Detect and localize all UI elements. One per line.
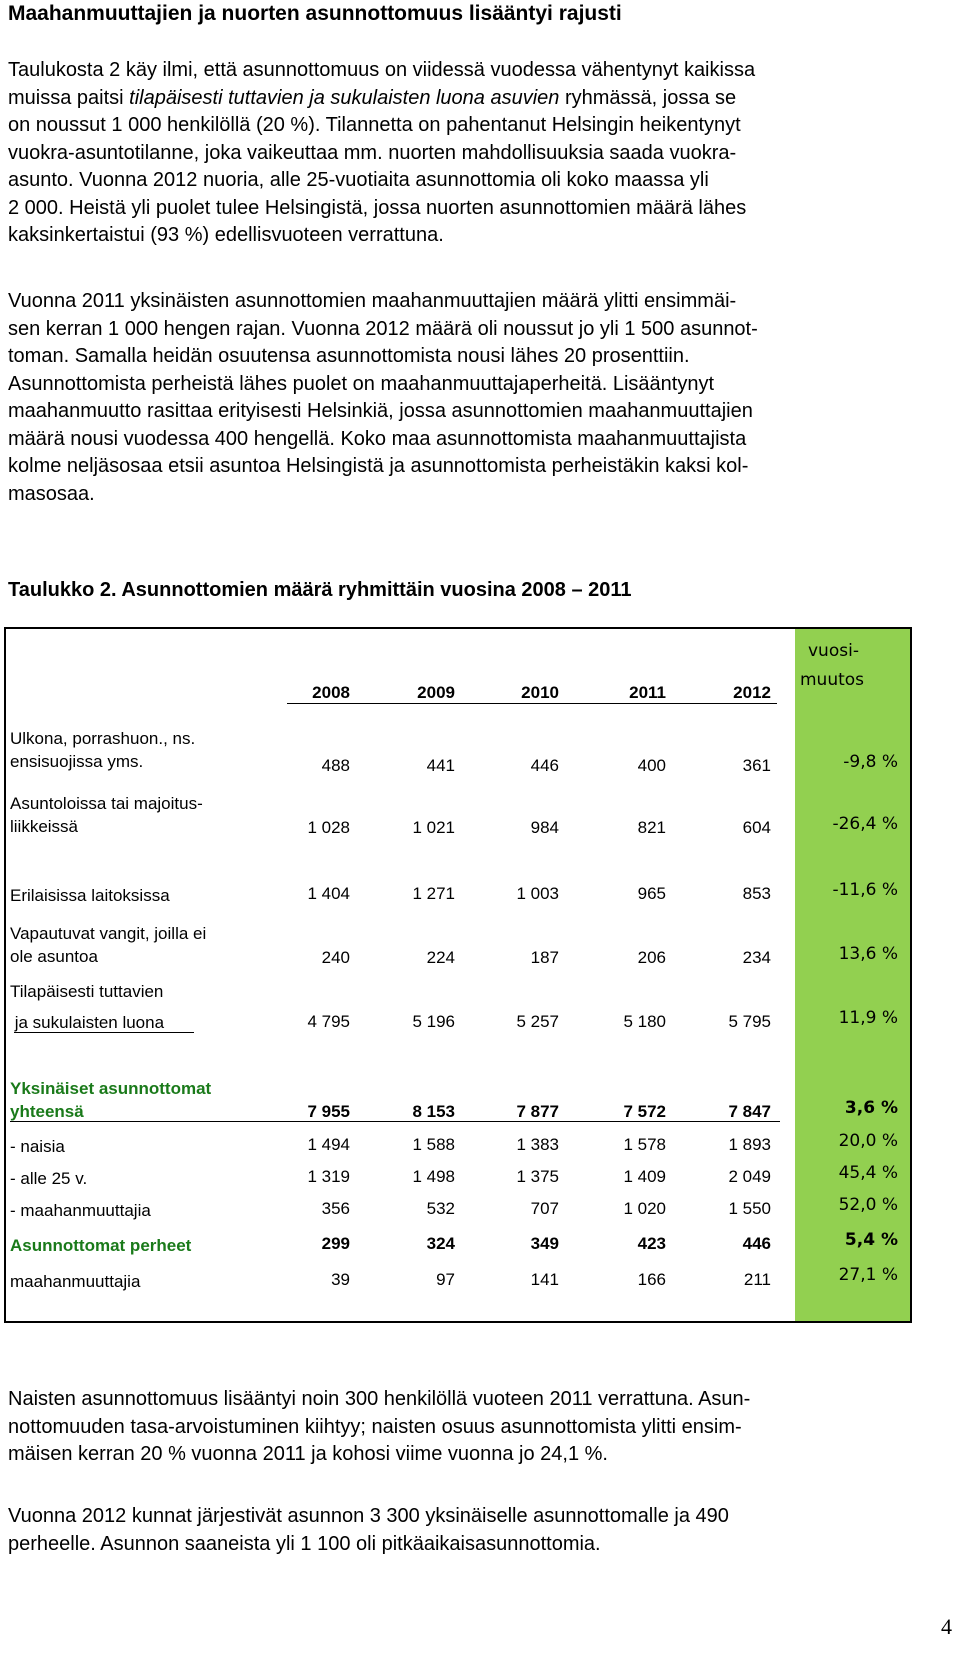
- paragraph-1: [8, 57, 948, 250]
- cell: 356: [321, 1199, 350, 1218]
- cell: 446: [742, 1234, 771, 1253]
- cell: 299: [321, 1234, 350, 1253]
- cell: 8 153: [412, 1102, 455, 1121]
- cell: 1 319: [307, 1167, 350, 1186]
- row-label: - naisia: [10, 1137, 65, 1156]
- row-label: Asunnottomat perheet: [10, 1236, 192, 1255]
- change-cell: 27,1 %: [838, 1265, 898, 1285]
- change-cell: -9,8 %: [843, 752, 898, 772]
- row-label: Yksinäiset asunnottomat yhteensä: [10, 1079, 212, 1121]
- change-header: muutos: [800, 670, 865, 690]
- paragraph-line: Vuonna 2012 kunnat järjestivät asunnon 3 300 yksinäiselle asunnottomalle ja 490: [8, 1505, 729, 1527]
- paragraph-line: Naisten asunnottomuus lisääntyi noin 300 henkilöllä vuoteen 2011 verrattuna. Asun-: [8, 1388, 751, 1410]
- cell: 4 795: [307, 1012, 350, 1031]
- cell: 707: [530, 1199, 559, 1218]
- cell: 604: [742, 818, 771, 837]
- cell: 211: [743, 1270, 771, 1289]
- cell: 1 494: [307, 1135, 350, 1154]
- change-cell: -11,6 %: [832, 880, 898, 900]
- row-label: Erilaisissa laitoksissa: [10, 886, 170, 905]
- cell: 349: [530, 1234, 559, 1253]
- cell: 441: [426, 756, 455, 775]
- cell: 1 375: [516, 1167, 559, 1186]
- paragraph-line: maahanmuutto rasittaa erityisesti Helsinkiä, jossa asunnottomien maahanmuuttajien: [8, 400, 753, 422]
- row-label: maahanmuuttajia: [10, 1272, 141, 1291]
- cell: 7 877: [516, 1102, 559, 1121]
- row-label: - alle 25 v.: [10, 1169, 88, 1188]
- paragraph-line: Vuonna 2011 yksinäisten asunnottomien maahanmuuttajien määrä ylitti ensimmäi-: [8, 290, 737, 312]
- cell: 1 578: [623, 1135, 666, 1154]
- paragraph-line: on noussut 1 000 henkilöllä (20 %). Tilannetta on pahentanut Helsingin heikentynyt: [8, 114, 741, 136]
- cell: 821: [637, 818, 666, 837]
- cell: 187: [530, 948, 559, 967]
- paragraph-4: [8, 1503, 948, 1558]
- paragraph-line: masosaa.: [8, 482, 95, 505]
- page-number: 4: [941, 1614, 952, 1639]
- cell: 1 383: [516, 1135, 559, 1154]
- paragraph-line: 2 000. Heistä yli puolet tulee Helsingistä, jossa nuorten asunnottomien määrä lähes: [8, 196, 747, 219]
- cell: 1 271: [412, 884, 455, 903]
- page-heading: Maahanmuuttajien ja nuorten asunnottomuus lisääntyi rajusti: [8, 2, 622, 25]
- cell: 206: [637, 948, 666, 967]
- year-header: 2008: [312, 683, 350, 702]
- cell: 1 021: [412, 818, 455, 837]
- paragraph-3: [8, 1386, 948, 1469]
- paragraph-line: vuokra-asuntotilanne, joka vaikeuttaa mm. nuorten mahdollisuuksia saada vuokra-: [8, 141, 737, 164]
- cell: 324: [426, 1234, 455, 1253]
- paragraph-line: perheelle. Asunnon saaneista yli 1 100 oli pitkäaikaisasunnottomia.: [8, 1532, 601, 1555]
- paragraph-line: toman. Samalla heidän osuutensa asunnottomista nousi lähes 20 prosenttiin.: [8, 345, 690, 367]
- paragraph-line: Taulukosta 2 käy ilmi, että asunnottomuus on viidessä vuodessa vähentynyt kaikissa: [8, 59, 756, 81]
- cell: 5 257: [516, 1012, 559, 1031]
- change-cell: 52,0 %: [838, 1195, 898, 1215]
- total-underline: [10, 1121, 780, 1122]
- cell: 488: [321, 756, 350, 775]
- cell: 1 550: [728, 1199, 771, 1218]
- cell: 234: [742, 948, 771, 967]
- row-label: Tilapäisesti tuttavien ja sukulaisten luona: [10, 982, 165, 1032]
- change-column-highlight: [795, 627, 912, 1323]
- cell: 97: [436, 1270, 455, 1289]
- paragraph-line: Asunnottomista perheistä lähes puolet on maahanmuuttajaperheitä. Lisääntynyt: [8, 372, 715, 395]
- paragraph-line: mäisen kerran 20 % vuonna 2011 ja kohosi viime vuonna jo 24,1 %.: [8, 1443, 608, 1465]
- year-header: 2011: [629, 683, 666, 702]
- change-header: vuosi-: [808, 641, 859, 661]
- row-label: Asuntoloissa tai majoitus- liikkeissä: [10, 794, 203, 836]
- paragraph-line: asunto. Vuonna 2012 nuoria, alle 25-vuotiaita asunnottomia oli koko maassa yli: [8, 169, 709, 191]
- cell: 853: [742, 884, 771, 903]
- cell: 2 049: [728, 1167, 771, 1186]
- change-cell: 11,9 %: [838, 1008, 898, 1028]
- cell: 7 572: [623, 1102, 666, 1121]
- cell: 1 588: [412, 1135, 455, 1154]
- row-label: - maahanmuuttajia: [10, 1201, 151, 1220]
- year-header: 2012: [733, 683, 771, 702]
- row-label: Ulkona, porrashuon., ns. ensisuojissa yms.: [10, 729, 196, 771]
- cell: 240: [321, 948, 350, 967]
- row-underline: [14, 1032, 194, 1033]
- cell: 1 893: [728, 1135, 771, 1154]
- cell: 965: [637, 884, 666, 903]
- cell: 166: [637, 1270, 666, 1289]
- change-cell: 13,6 %: [838, 944, 898, 964]
- paragraph-line: sen kerran 1 000 hengen rajan. Vuonna 2012 määrä oli noussut jo yli 1 500 asunnot-: [8, 317, 758, 340]
- cell: 7 847: [728, 1102, 771, 1121]
- cell: 1 409: [623, 1167, 666, 1186]
- row-label: Vapautuvat vangit, joilla ei ole asuntoa: [10, 924, 207, 966]
- cell: 7 955: [307, 1102, 350, 1121]
- change-cell: 45,4 %: [838, 1163, 898, 1183]
- cell: 984: [530, 818, 559, 837]
- cell: 1 020: [623, 1199, 666, 1218]
- year-header: 2009: [417, 683, 455, 702]
- cell: 423: [637, 1234, 666, 1253]
- change-cell: 5,4 %: [844, 1230, 898, 1250]
- cell: 5 196: [412, 1012, 455, 1031]
- paragraph-2: [8, 288, 948, 508]
- change-cell: -26,4 %: [832, 814, 898, 834]
- paragraph-line: nottomuuden tasa-arvoistuminen kiihtyy; naisten osuus asunnottomista ylitti ensim-: [8, 1415, 742, 1438]
- year-header: 2010: [521, 683, 559, 702]
- cell: 39: [331, 1270, 350, 1289]
- cell: 5 180: [623, 1012, 666, 1031]
- cell: 224: [426, 948, 455, 967]
- paragraph-line: kaksinkertaistui (93 %) edellisvuoteen verrattuna.: [8, 224, 444, 246]
- change-cell: 3,6 %: [844, 1098, 898, 1118]
- cell: 1 028: [307, 818, 350, 837]
- cell: 400: [637, 756, 666, 775]
- cell: 361: [742, 756, 771, 775]
- cell: 1 498: [412, 1167, 455, 1186]
- cell: 446: [530, 756, 559, 775]
- cell: 141: [530, 1270, 559, 1289]
- paragraph-line: muissa paitsi tilapäisesti tuttavien ja sukulaisten luona asuvien ryhmässä, jossa se: [8, 86, 737, 109]
- cell: 1 003: [516, 884, 559, 903]
- paragraph-line: määrä nousi vuodessa 400 hengellä. Koko maa asunnottomista maahanmuuttajista: [8, 427, 747, 450]
- change-cell: 20,0 %: [838, 1131, 898, 1151]
- header-underline: [287, 703, 777, 704]
- cell: 1 404: [307, 884, 350, 903]
- paragraph-line: kolme neljäsosaa etsii asuntoa Helsingistä ja asunnottomista perheistäkin kaksi kol-: [8, 455, 749, 477]
- cell: 5 795: [728, 1012, 771, 1031]
- cell: 532: [426, 1199, 455, 1218]
- table-caption: Taulukko 2. Asunnottomien määrä ryhmittäin vuosina 2008 – 2011: [8, 579, 632, 601]
